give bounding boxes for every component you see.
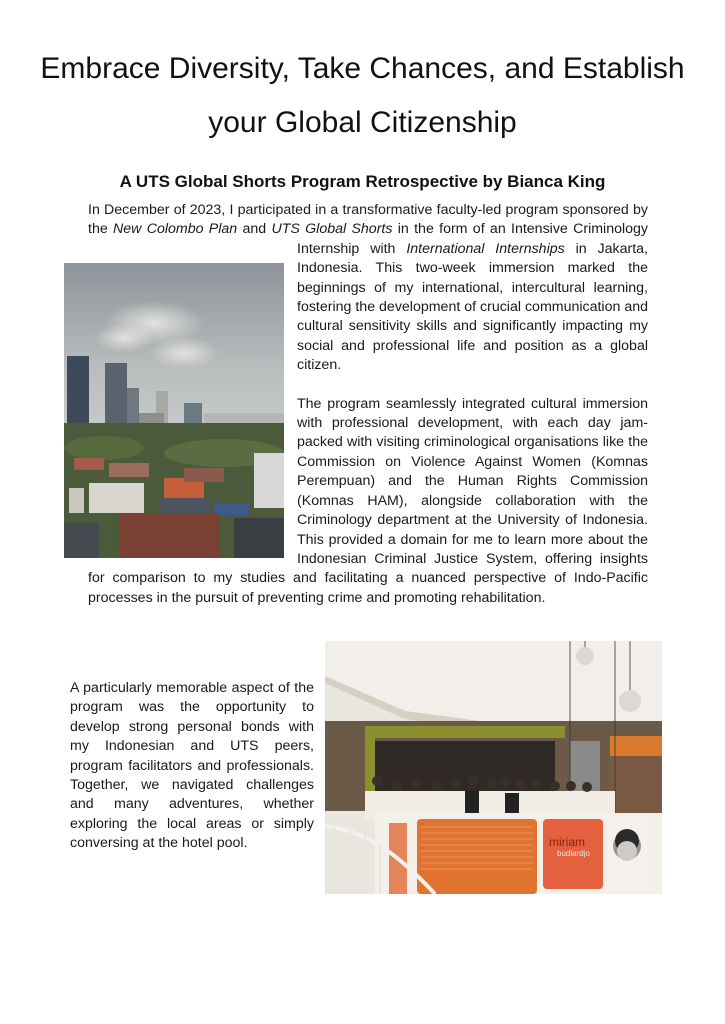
new-colombo-plan: New Colombo Plan xyxy=(113,221,238,238)
banner-name-1: miriam xyxy=(549,835,585,849)
title-line-1: Embrace Diversity, Take Chances, and Establish xyxy=(40,52,685,85)
subtitle: A UTS Global Shorts Program Retrospective by Bianca King xyxy=(119,172,606,191)
paragraph-memorable: A particularly memorable aspect of the program was the opportunity to develop strong personal bonds with my Indonesian and UTS peers, program facilitators and professionals. Together, we navigated challenges and many adventures, whether exploring the local areas or simply conversing at the hotel pool. xyxy=(70,680,314,852)
group-photo xyxy=(325,641,662,894)
international-internships: International Internships xyxy=(406,240,565,257)
title-line-2: your Global Citizenship xyxy=(208,106,517,139)
uts-global-shorts: UTS Global Shorts xyxy=(271,221,393,238)
paragraph-intro: In December of 2023, I participated in a transformative faculty-led program sponsored by the New Colombo Plan and UTS Global Shorts in the form of an Intensive Criminology Internship with International Internships in Jakarta, Indonesia. This two-week immersion marked the beginnings of my international, intercultural learning, fostering the development of crucial communication and cultural sensitivity skills and significantly impacting my social and professional life and position as a global citizen. The program seamlessly integrated cultural immersion with professional development, with each day jam-packed with visiting criminological organisations like the Commission on Violence Against Women (Komnas Perempuan) and the Human Rights Commission (Komnas HAM), alongside collaboration with the Criminology department at the University of Indonesia. This provided a domain for me to learn more about the Indonesian Criminal Justice System, offering insights for comparison to my studies and facilitating a nuanced perspective of Indo-Pacific processes in the pursuit of preventing crime and promoting rehabilitation. xyxy=(88,202,648,606)
paragraph-program: The program seamlessly integrated cultural immersion with professional development, with each day jam-packed with visiting criminological organisations like the Commission on Violence Against Women (Komnas Perempuan) and the Human Rights Commission (Komnas HAM), alongside collaboration with the Criminology department at the University of Indonesia. This provided a domain for me to learn more about the Indonesian Criminal Justice System, offering insights for comparison to my studies and facilitating a nuanced perspective of Indo-Pacific processes in the pursuit of preventing crime and promoting rehabilitation. xyxy=(88,395,648,606)
banner-name-2: budiardjo xyxy=(557,849,590,858)
